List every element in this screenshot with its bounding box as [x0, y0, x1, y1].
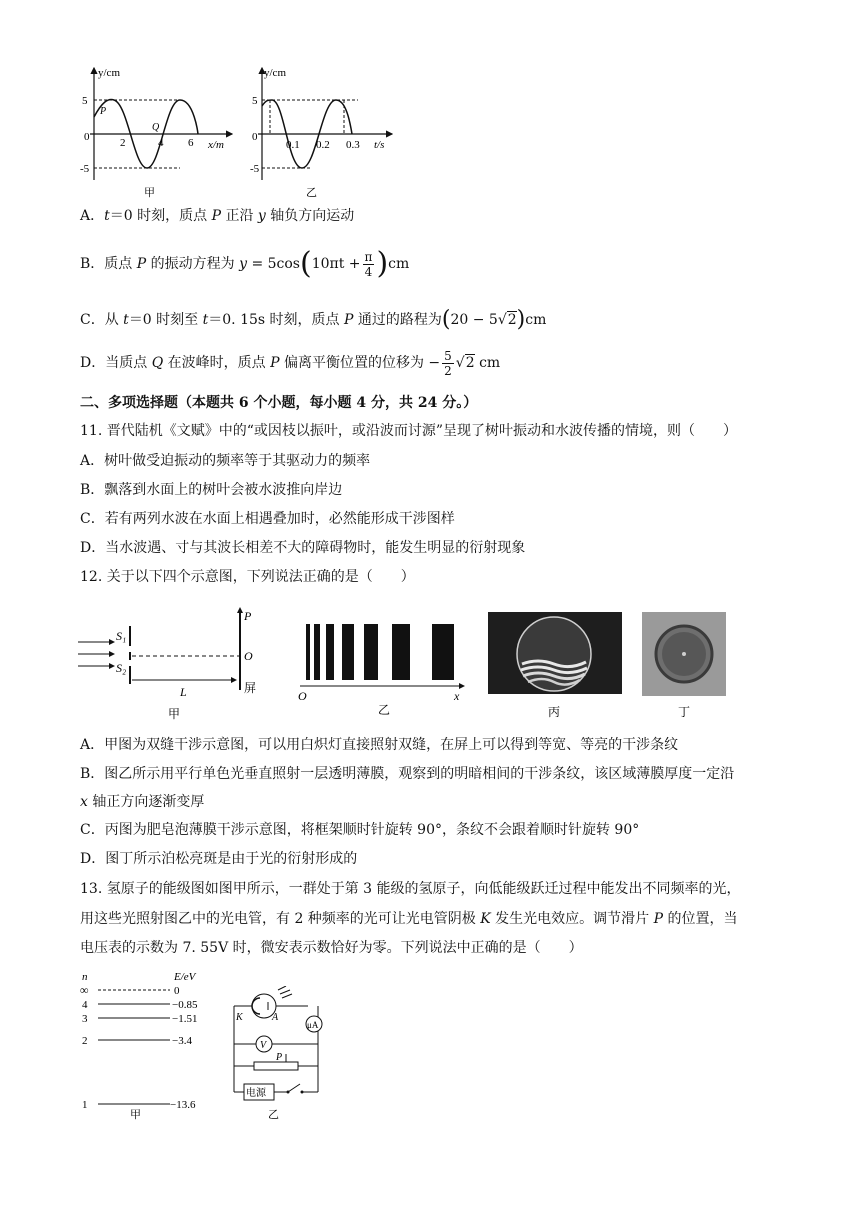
svg-text:∞: ∞ — [80, 983, 89, 997]
svg-text:n: n — [82, 971, 88, 983]
svg-text:−1.51: −1.51 — [172, 1013, 198, 1025]
svg-text:甲: 甲 — [130, 1109, 141, 1120]
q12-option-a: A．甲图为双缝干涉示意图，可以用白炽灯直接照射双缝，在屏上可以得到等宽、等亮的干涉条纹 — [80, 737, 679, 753]
svg-text:O: O — [244, 649, 253, 663]
svg-text:−3.4: −3.4 — [172, 1035, 192, 1047]
q13-stem-line3: 电压表的示数为 7. 55V 时，微安表示数恰好为零。下列说法中正确的是（ ） — [80, 940, 583, 956]
svg-text:屏: 屏 — [244, 681, 257, 695]
svg-text:乙: 乙 — [306, 187, 317, 199]
ylabel: y/cm — [98, 67, 120, 79]
svg-text:丙: 丙 — [548, 705, 561, 719]
q12-stem: 12. 关于以下四个示意图，下列说法正确的是（ ） — [80, 569, 415, 585]
svg-text:电源: 电源 — [246, 1088, 266, 1099]
svg-text:Q: Q — [152, 122, 160, 133]
q11-option-c: C．若有两列水波在水面上相遇叠加时，必然能形成干涉图样 — [80, 511, 455, 527]
section-title: 二、多项选择题（本题共 6 个小题，每小题 4 分，共 24 分。） — [80, 395, 478, 411]
svg-text:0.1: 0.1 — [286, 139, 300, 151]
svg-text:甲: 甲 — [168, 707, 181, 721]
svg-text:S₁: S₁ — [116, 629, 127, 643]
q13-stem-line1: 13. 氢原子的能级图如图甲所示，一群处于第 3 能级的氢原子，向低能级跃迁过程中能发出不同频率的光， — [80, 881, 741, 897]
svg-text:L: L — [180, 685, 187, 699]
svg-text:y/cm: y/cm — [264, 67, 286, 79]
svg-text:V: V — [260, 1040, 267, 1051]
wave-graph-yi — [250, 62, 400, 202]
svg-text:0.3: 0.3 — [346, 139, 360, 151]
photoelectric-circuit — [226, 986, 330, 1122]
q13-stem-line2: 用这些光照射图乙中的光电管，有 2 种频率的光可让光电管阴极 K 发生光电效应。调节滑片 P 的位置，当 — [80, 911, 738, 927]
svg-text:5: 5 — [82, 95, 88, 107]
svg-text:5: 5 — [252, 95, 258, 107]
svg-text:丁: 丁 — [678, 705, 691, 719]
svg-text:-5: -5 — [80, 163, 90, 175]
svg-text:乙: 乙 — [268, 1109, 279, 1121]
svg-text:−0.85: −0.85 — [172, 999, 198, 1011]
svg-text:μA: μA — [307, 1020, 319, 1030]
q11-option-a: A．树叶做受迫振动的频率等于其驱动力的频率 — [80, 453, 371, 469]
wave-graph-jia — [80, 62, 240, 202]
svg-text:3: 3 — [82, 1013, 88, 1025]
q10-option-c: C．从 t＝0 时刻至 t＝0. 15s 时刻，质点 P 通过的路程为(20 − 5√2)cm — [80, 307, 547, 332]
poisson-spot-photo — [642, 612, 728, 722]
svg-text:甲: 甲 — [144, 187, 155, 199]
svg-text:P: P — [244, 609, 252, 623]
fringe-diagram — [292, 610, 472, 718]
svg-text:乙: 乙 — [378, 703, 391, 717]
svg-text:2: 2 — [82, 1035, 88, 1047]
q12-option-c: C．丙图为肥皂泡薄膜干涉示意图，将框架顺时针旋转 90°，条纹不会跟着顺时针旋转 90° — [80, 822, 640, 838]
svg-text:4: 4 — [82, 999, 88, 1011]
q12-option-b-line2: x 轴正方向逐渐变厚 — [80, 794, 205, 810]
svg-text:A: A — [272, 1012, 279, 1023]
q10-option-d: D．当质点 Q 在波峰时，质点 P 偏离平衡位置的位移为 − $\frac{5}{2}$ √2 cm — [80, 348, 501, 378]
q12-option-d: D．图丁所示泊松亮斑是由于光的衍射形成的 — [80, 851, 358, 867]
svg-text:-5: -5 — [250, 163, 260, 175]
svg-text:x/m: x/m — [208, 139, 224, 151]
q10-option-a: A．t＝0 时刻，质点 P 正沿 y 轴负方向运动 — [80, 208, 355, 224]
svg-text:0: 0 — [174, 985, 180, 997]
svg-text:−13.6: −13.6 — [170, 1099, 196, 1111]
svg-text:P: P — [100, 106, 107, 117]
svg-text:6: 6 — [188, 137, 194, 149]
svg-text:t/s: t/s — [374, 139, 385, 151]
svg-text:0.2: 0.2 — [316, 139, 330, 151]
q11-option-d: D．当水波遇、寸与其波长相差不大的障碍物时，能发生明显的衍射现象 — [80, 540, 526, 556]
svg-text:O: O — [298, 689, 307, 703]
double-slit-diagram — [76, 604, 276, 722]
energy-level-diagram — [76, 968, 226, 1120]
svg-text:2: 2 — [120, 137, 126, 149]
q12-option-b-line1: B．图乙所示用平行单色光垂直照射一层透明薄膜，观察到的明暗相间的干涉条纹，该区域薄膜厚度一定沿 — [80, 766, 735, 782]
q11-option-b: B．飘落到水面上的树叶会被水波推向岸边 — [80, 482, 343, 498]
q10-option-b: B．质点 P 的振动方程为 y = 5cos(10πt + $\frac{\pi}{4}$ )cm — [80, 246, 410, 281]
q11-stem: 11. 晋代陆机《文赋》中的“或因枝以振叶，或沿波而讨源”呈现了树叶振动和水波传播的情境，则（ ） — [80, 423, 738, 439]
svg-text:S₂: S₂ — [116, 661, 127, 675]
svg-text:1: 1 — [82, 1099, 88, 1111]
svg-text:E/eV: E/eV — [174, 971, 196, 983]
svg-text:x: x — [454, 689, 460, 703]
svg-text:K: K — [236, 1012, 243, 1023]
svg-text:0: 0 — [252, 131, 258, 143]
svg-text:4: 4 — [158, 137, 164, 149]
svg-text:P: P — [276, 1052, 283, 1063]
svg-text:0: 0 — [84, 131, 90, 143]
soap-film-photo — [488, 612, 624, 720]
